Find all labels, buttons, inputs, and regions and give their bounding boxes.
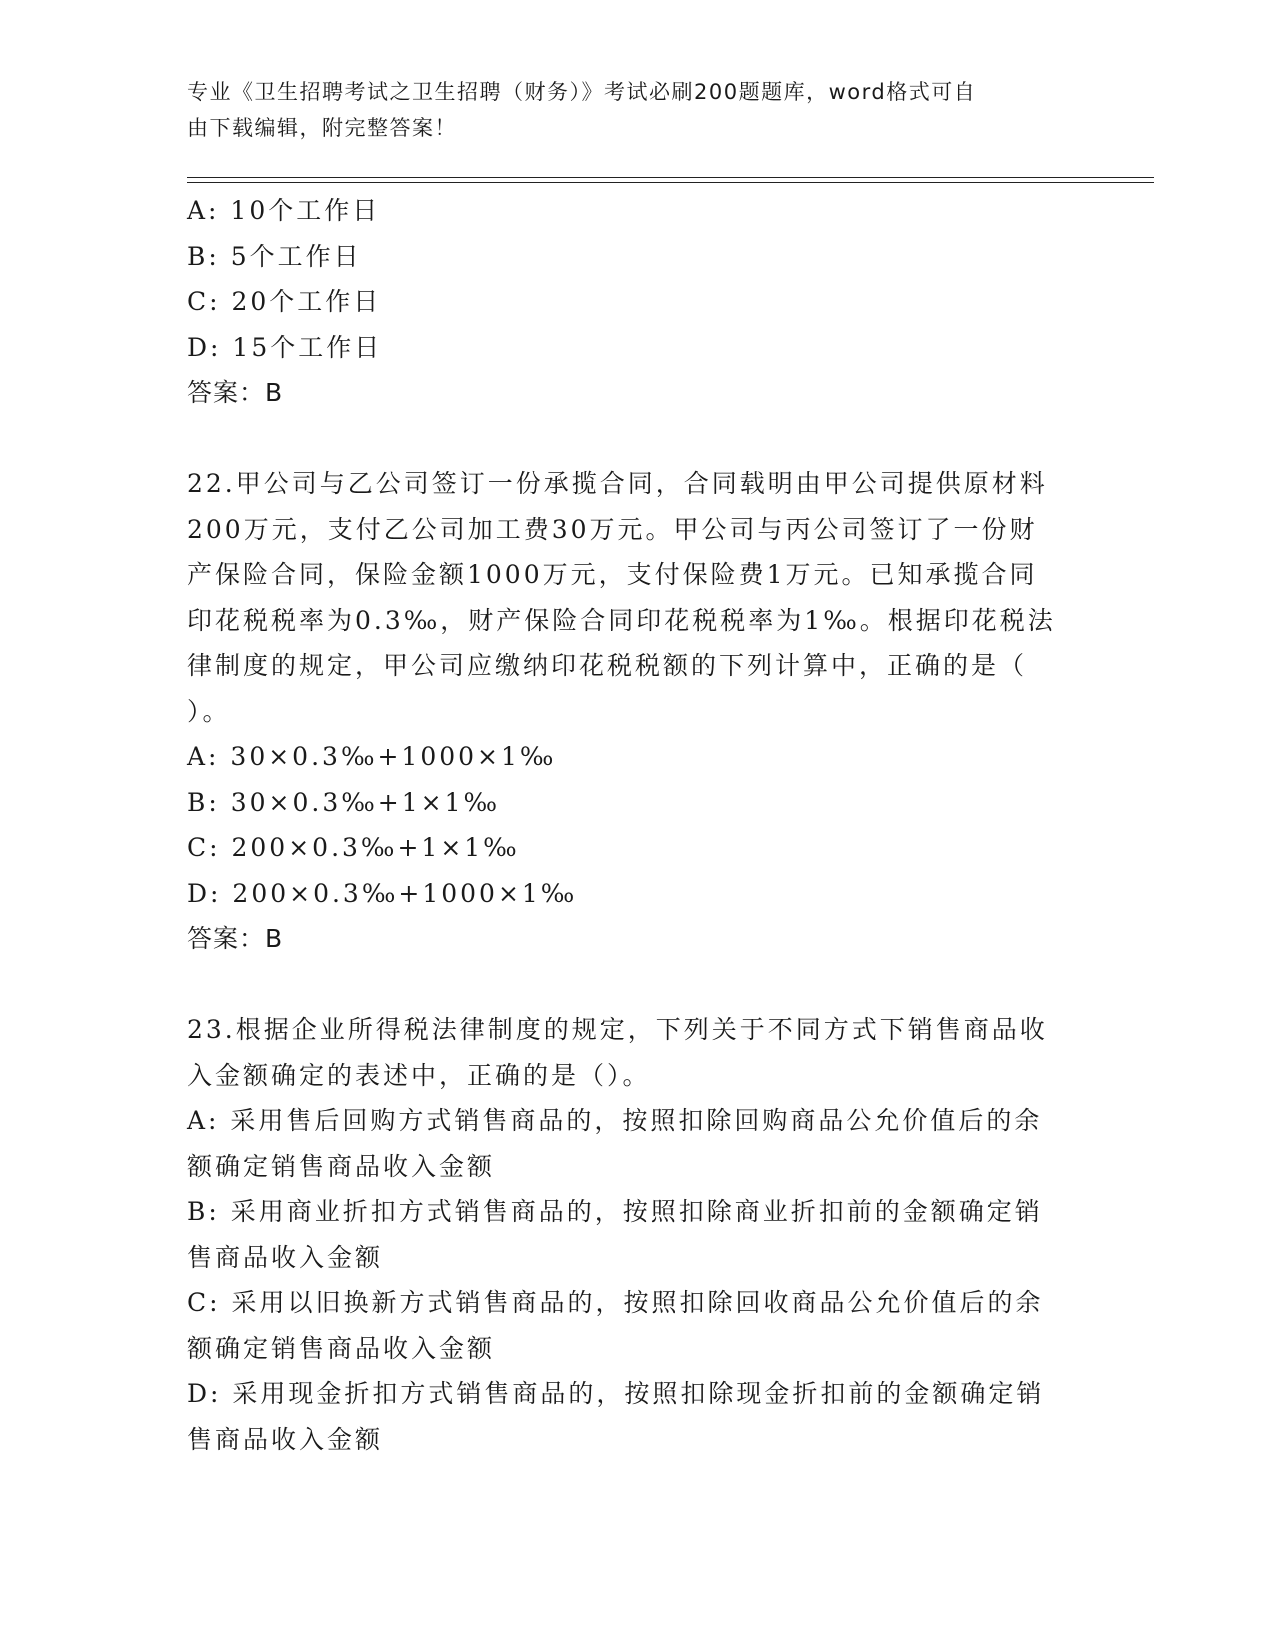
option-b [187,1189,1077,1280]
option-b-line-1: B: 采用商业折扣方式销售商品的，按照扣除商业折扣前的金额确定销 [187,1197,1043,1226]
question-21 [187,188,1077,416]
option-c-line-2: 额确定销售商品收入金额 [187,1333,496,1363]
header-divider-top [187,177,1154,178]
question-22 [187,461,1077,962]
option-a [187,1098,1077,1189]
document-body [187,188,1077,1462]
header-line-2: 由下载编辑，附完整答案！ [187,116,457,140]
option-c: C: 200×0.3‰+1×1‰ [187,833,520,862]
answer: 答案：B [187,378,284,407]
spacer [187,416,1077,462]
option-c-line-1: C: 采用以旧换新方式销售商品的，按照扣除回收商品公允价值后的余 [187,1288,1044,1317]
option-d: D: 15个工作日 [187,332,383,362]
question-text-line: 23.根据企业所得税法律制度的规定，下列关于不同方式下销售商品收 [187,1015,1048,1044]
option-a-line-2: 额确定销售商品收入金额 [187,1151,496,1181]
question-23 [187,1007,1077,1462]
option-b-line-2: 售商品收入金额 [187,1242,384,1272]
option-d-line-1: D: 采用现金折扣方式销售商品的，按照扣除现金折扣前的金额确定销 [187,1379,1045,1408]
option-b: B: 5个工作日 [187,241,362,271]
header-divider-bottom [187,182,1154,183]
question-text-line: 入金额确定的表述中，正确的是（）。 [187,1060,651,1090]
option-c [187,1280,1077,1371]
question-text-line: 200万元，支付乙公司加工费30万元。甲公司与丙公司签订了一份财 [187,514,1038,544]
question-text-line: 律制度的规定，甲公司应缴纳印花税税额的下列计算中，正确的是（ [187,651,1028,680]
question-text-line: 印花税税率为0.3‰，财产保险合同印花税税率为1‰。根据印花税法 [187,605,1056,635]
option-a: A: 30×0.3‰+1000×1‰ [187,742,557,771]
option-c: C: 20个工作日 [187,287,382,316]
question-text-line: 产保险合同，保险金额1000万元，支付保险费1万元。已知承揽合同 [187,560,1038,589]
header-line-1: 专业《卫生招聘考试之卫生招聘（财务）》考试必刷200题题库，word格式可自 [187,80,977,104]
page-header [187,74,1087,146]
option-a-line-1: A: 采用售后回购方式销售商品的，按照扣除回购商品公允价值后的余 [187,1106,1043,1135]
spacer [187,962,1077,1008]
question-text-line: 22.甲公司与乙公司签订一份承揽合同，合同载明由甲公司提供原材料 [187,469,1048,498]
option-d: D: 200×0.3‰+1000×1‰ [187,878,578,908]
option-b: B: 30×0.3‰+1×1‰ [187,787,501,817]
question-text-line: ）。 [187,696,231,726]
option-d [187,1371,1077,1462]
option-d-line-2: 售商品收入金额 [187,1424,384,1454]
answer: 答案：B [187,924,284,953]
option-a: A: 10个工作日 [187,196,381,225]
